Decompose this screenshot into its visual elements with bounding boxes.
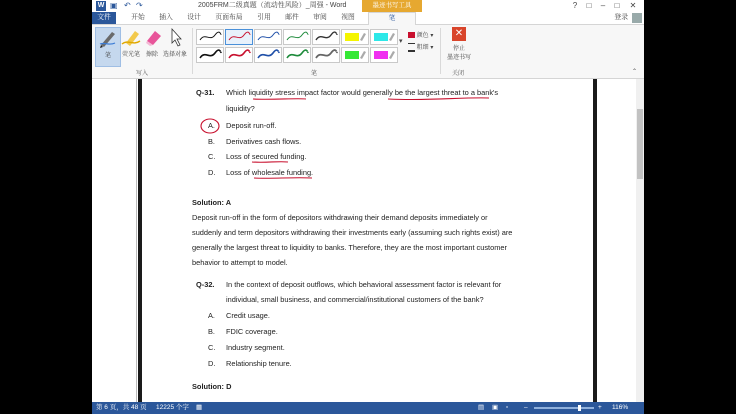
maximize-button[interactable]: □ (614, 1, 620, 10)
ribbon (92, 25, 644, 79)
highlighter-label: 荧光笔 (121, 52, 140, 58)
zoom-out-icon[interactable]: – (524, 404, 528, 411)
q31-option-text: Loss of wholesale funding. (226, 168, 314, 177)
status-bar (92, 402, 644, 414)
highlighter-icon (120, 27, 142, 47)
pen-button[interactable] (95, 27, 121, 67)
solution-31-line: generally the largest threat to liquidity to banks. Therefore, they are the most important customer (192, 243, 507, 252)
cursor-icon (164, 27, 186, 47)
login-link[interactable]: 登录 (614, 14, 628, 21)
q32-number: Q-32. (196, 280, 215, 289)
solution-31-line: behavior to attempt to model. (192, 258, 288, 267)
zoom-in-icon[interactable]: + (598, 404, 602, 411)
tab-home[interactable]: 开始 (131, 14, 145, 21)
tab-page-layout[interactable]: 页面布局 (215, 14, 243, 21)
select-objects-button[interactable] (162, 27, 188, 58)
proofing-icon[interactable]: ▦ (196, 404, 203, 411)
tab-view[interactable]: 视图 (341, 14, 355, 21)
stop-label-1: 停止 (452, 46, 465, 52)
highlighter-style-green[interactable] (341, 47, 369, 63)
pen-button-label: 笔 (104, 53, 111, 59)
ink-underline-largest-threat (388, 98, 489, 100)
document-page[interactable] (138, 79, 597, 402)
word-count[interactable]: 12225 个字 (156, 404, 189, 411)
close-button[interactable]: ✕ (629, 1, 637, 10)
pen-icon (97, 28, 119, 48)
group-label-close: 关闭 (452, 71, 465, 77)
pen-gallery-more-icon[interactable]: ▾ (399, 38, 403, 45)
q32-stem-line2: individual, small business, and commercial/institutional customers of the bank? (226, 295, 484, 304)
zoom-level[interactable]: 116% (612, 404, 629, 411)
page-count[interactable]: 第 6 页，共 48 页 (96, 404, 147, 411)
avatar[interactable] (632, 13, 642, 23)
color-dropdown[interactable]: 颜色 ▾ (408, 30, 433, 39)
redo-icon[interactable]: ↷ (136, 1, 143, 10)
undo-icon[interactable]: ↶ (124, 1, 131, 10)
q32-stem-line1: In the context of deposit outflows, which behavioral assessment factor is relevant for (226, 280, 502, 289)
weight-dropdown[interactable]: 粗细 ▾ (408, 42, 433, 52)
q32-option-text: FDIC coverage. (226, 327, 278, 336)
help-icon[interactable]: ? (572, 1, 578, 10)
zoom-slider[interactable] (534, 407, 594, 409)
select-objects-label: 选择对象 (162, 52, 187, 58)
q32-option-text: Relationship tenure. (226, 359, 292, 368)
window-title: 2005FRM二级真题（流动性风险）_周强 - Word (198, 2, 347, 9)
q32-option-text: Credit usage. (226, 311, 270, 320)
ink-underline-secured-funding (252, 162, 288, 163)
context-tab-label: 墨迹书写工具 (362, 0, 422, 12)
pen-style-dark[interactable] (312, 29, 340, 45)
save-icon[interactable]: ▣ (110, 1, 118, 10)
ink-annotations[interactable] (142, 79, 593, 402)
q31-option-text: Loss of secured funding. (226, 152, 307, 161)
q31-number: Q-31. (196, 88, 215, 97)
tab-mailings[interactable]: 邮件 (285, 14, 299, 21)
solution-32-heading: Solution: D (192, 382, 232, 391)
document-area[interactable] (92, 79, 644, 402)
pen-style-gray-medium[interactable] (312, 47, 340, 63)
highlighter-button[interactable] (120, 27, 142, 58)
ribbon-tabs (92, 12, 644, 25)
title-bar (92, 0, 644, 12)
highlighter-style-yellow[interactable] (341, 29, 369, 45)
tab-pen[interactable]: 笔 (368, 12, 416, 25)
pen-style-black-medium[interactable] (196, 47, 224, 63)
group-label-pens: 笔 (311, 71, 318, 77)
ribbon-separator (440, 28, 441, 74)
pen-style-red[interactable] (225, 29, 253, 45)
pen-style-green-medium[interactable] (283, 47, 311, 63)
q32-option-letter: B. (208, 327, 215, 336)
tab-file[interactable]: 文件 (92, 12, 116, 24)
word-window (92, 0, 644, 414)
tab-references[interactable]: 引用 (257, 14, 271, 21)
eraser-button[interactable] (142, 27, 162, 58)
weight-icon (408, 43, 415, 52)
q32-option-letter: A. (208, 311, 215, 320)
solution-31-heading: Solution: A (192, 198, 232, 207)
q31-option-letter: D. (208, 168, 216, 177)
q31-option-letter: A. (208, 121, 215, 130)
ruler-marker (136, 79, 137, 402)
stop-inking-button[interactable] (444, 27, 474, 61)
stop-label-2: 墨迹书写 (446, 55, 471, 61)
ribbon-display-icon[interactable]: □ (586, 1, 592, 10)
highlighter-style-magenta[interactable] (370, 47, 398, 63)
ink-circle-answer-a (201, 119, 219, 133)
ink-underline-liquidity-stress (253, 99, 306, 100)
q31-option-text: Deposit run-off. (226, 121, 277, 130)
tab-review[interactable]: 审阅 (313, 14, 327, 21)
color-swatch-icon (408, 32, 415, 38)
q31-option-letter: B. (208, 137, 215, 146)
q31-option-letter: C. (208, 152, 216, 161)
pen-style-blue-medium[interactable] (254, 47, 282, 63)
stop-inking-icon: ✕ (452, 27, 466, 41)
read-mode-icon[interactable]: ▤ (478, 404, 485, 411)
tab-insert[interactable]: 插入 (159, 14, 173, 21)
highlighter-style-cyan[interactable] (370, 29, 398, 45)
tab-design[interactable]: 设计 (187, 14, 201, 21)
q32-option-text: Industry segment. (226, 343, 285, 352)
pen-style-black-thin[interactable] (196, 29, 224, 45)
group-label-write: 写入 (136, 71, 149, 77)
q32-option-letter: D. (208, 359, 216, 368)
eraser-icon (142, 27, 164, 47)
eraser-label: 擦除 (145, 52, 158, 58)
q31-stem-line1: Which liquidity stress impact factor would generally be the largest threat to a bank's (226, 88, 499, 97)
web-layout-icon[interactable]: ▫ (506, 404, 509, 411)
pen-style-red-medium[interactable] (225, 47, 253, 63)
solution-31-line: suddenly and term depositors withdrawing their investments early (assuming such rights exist) are (192, 228, 513, 237)
zoom-slider-thumb[interactable] (578, 405, 581, 411)
solution-31-line: Deposit run-off in the form of depositors withdrawing their demand deposits immediately or (192, 213, 488, 222)
word-app-icon: W (97, 2, 105, 9)
pen-style-green[interactable] (283, 29, 311, 45)
q31-option-text: Derivatives cash flows. (226, 137, 302, 146)
pen-style-blue[interactable] (254, 29, 282, 45)
weight-label: 粗细 (416, 45, 429, 51)
scrollbar-thumb[interactable] (637, 109, 643, 179)
ribbon-separator (192, 28, 193, 74)
q31-stem-line2: liquidity? (226, 104, 255, 113)
collapse-ribbon-icon[interactable]: ⌃ (632, 69, 638, 75)
q32-option-letter: C. (208, 343, 216, 352)
print-layout-icon[interactable]: ▣ (492, 404, 499, 411)
minimize-button[interactable]: – (600, 1, 606, 10)
ink-underline-wholesale-funding (254, 178, 312, 179)
color-label: 颜色 (416, 33, 429, 39)
vertical-scrollbar[interactable] (636, 79, 644, 402)
